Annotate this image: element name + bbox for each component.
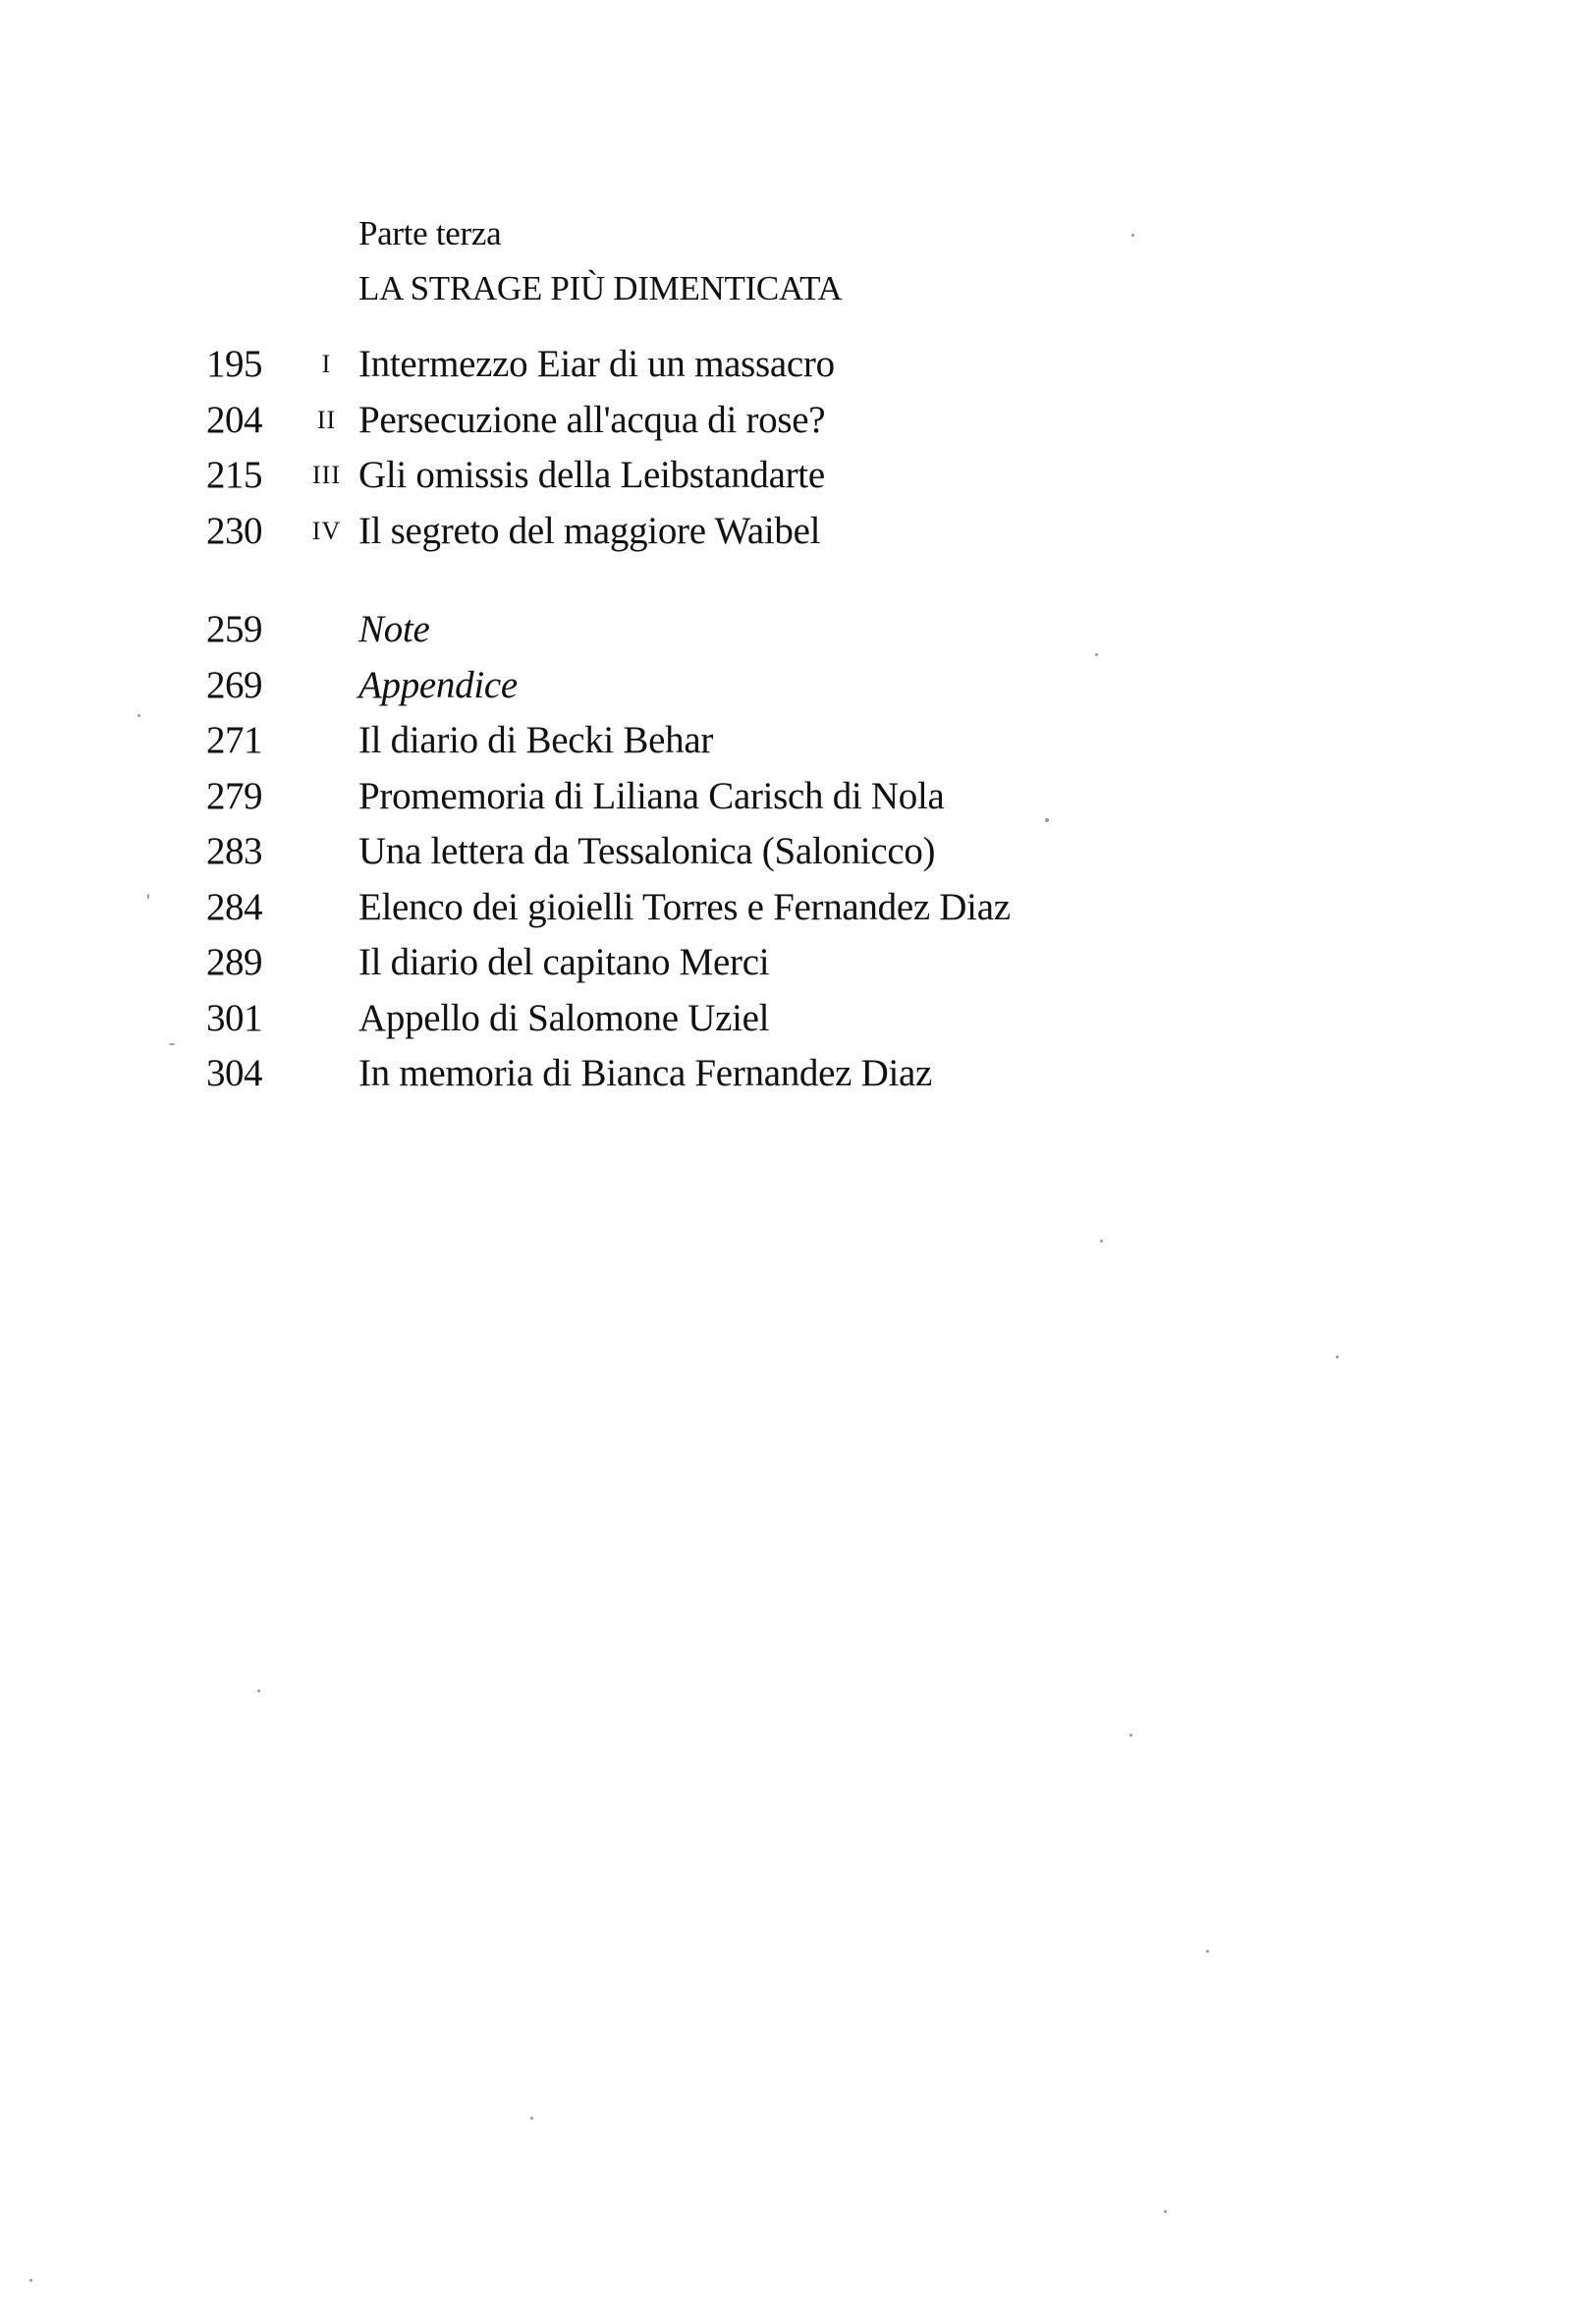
chapter-numeral: I [321,350,332,378]
chapter-list [206,337,1188,559]
scan-speck [1131,234,1134,237]
scan-speck [530,2117,533,2120]
page-number: 304 [206,1052,262,1094]
scan-speck [1095,653,1098,656]
page-number: 204 [206,398,262,441]
toc-entry-chapter [206,504,1188,560]
toc-entry [206,935,1188,991]
entry-title: In memoria di Bianca Fernandez Diaz [358,1052,933,1094]
page-number: 230 [206,509,262,552]
scan-speck [1164,2210,1167,2213]
scan-speck [1100,1240,1103,1243]
scan-speck [1336,1356,1339,1358]
page-number: 271 [206,719,262,761]
scan-speck [1045,818,1049,822]
toc-entry-chapter [206,337,1188,393]
page-number: 301 [206,996,262,1039]
page-number: 289 [206,941,262,983]
scan-speck [29,2279,32,2282]
entry-title: Elenco dei gioielli Torres e Fernandez Diaz [358,885,1011,928]
entry-title: Il diario di Becki Behar [358,719,714,761]
page-number: 195 [206,343,262,385]
appendix-list [206,602,1188,1102]
toc-entry [206,1046,1188,1102]
page-number: 259 [206,608,262,650]
part-header [358,206,842,316]
toc-entry [206,602,1188,658]
entry-title: Gli omissis della Leibstandarte [358,454,825,496]
page-number: 215 [206,454,262,496]
toc-entry [206,713,1188,769]
page-number: 269 [206,663,262,706]
entry-title: Promemoria di Liliana Carisch di Nola [358,774,945,817]
scan-speck [169,1043,175,1045]
toc-entry-chapter [206,393,1188,449]
page-number: 279 [206,774,262,817]
page-number: 284 [206,885,262,928]
chapter-numeral: III [312,461,341,489]
toc-entry [206,824,1188,880]
entry-title: Il segreto del maggiore Waibel [358,509,821,552]
entry-title: Appello di Salomone Uziel [358,996,770,1039]
entry-title: Il diario del capitano Merci [358,941,770,983]
chapter-numeral: IV [311,516,342,545]
toc-entry [206,991,1188,1047]
part-label: Parte terza [358,214,502,252]
part-title: LA STRAGE PIÙ DIMENTICATA [358,269,843,307]
entry-title: Intermezzo Eiar di un massacro [358,343,835,385]
toc-entry [206,769,1188,825]
toc-entry [206,658,1188,714]
toc-entry-chapter [206,448,1188,504]
entry-title: Una lettera da Tessalonica (Salonicco) [358,830,936,872]
entry-title: Appendice [358,663,518,706]
scan-speck [1129,1734,1132,1737]
scan-speck [147,894,149,899]
scan-speck [257,1689,260,1692]
entry-title: Note [358,608,430,650]
scan-speck [1206,1950,1209,1953]
toc-entry [206,880,1188,936]
scan-speck [137,714,140,717]
chapter-numeral: II [316,405,337,434]
entry-title: Persecuzione all'acqua di rose? [358,398,826,441]
page-number: 283 [206,830,262,872]
